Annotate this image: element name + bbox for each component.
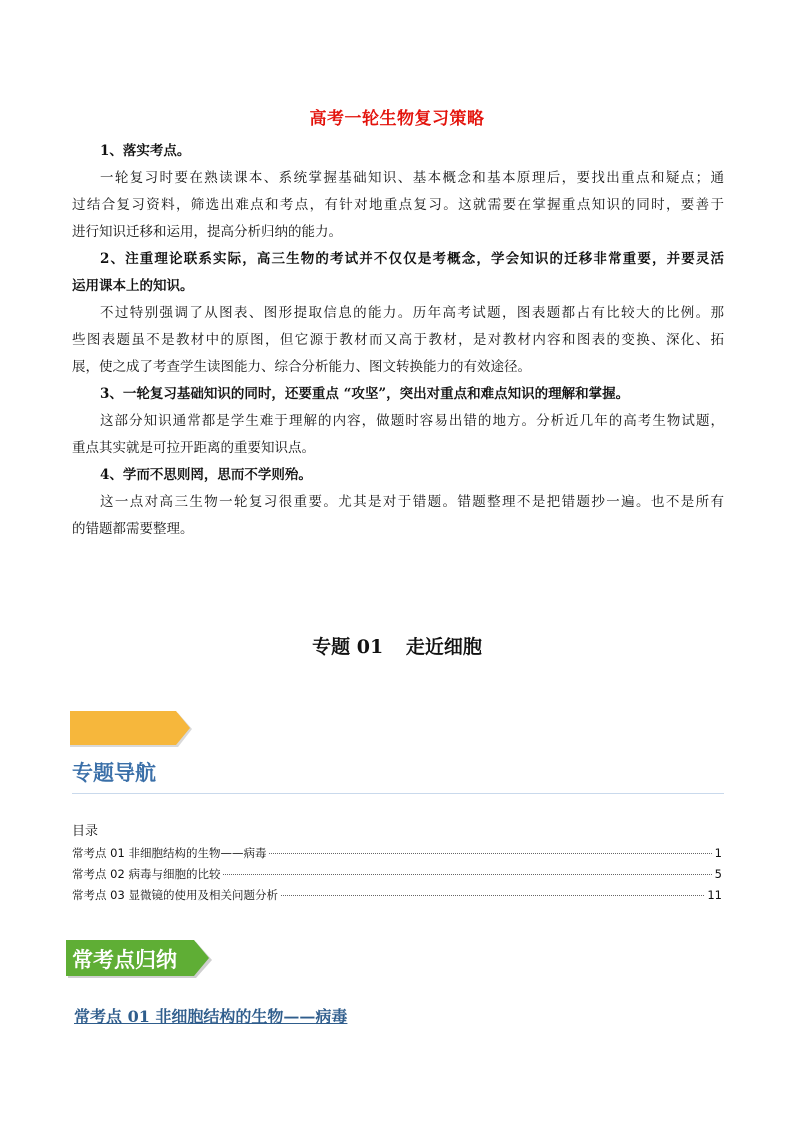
toc-heading: 目录 [72, 824, 99, 839]
toc-item-label: 常考点 01 非细胞结构的生物——病毒 [72, 846, 267, 860]
paragraph-line: 过结合复习资料，筛选出难点和考点，有针对地重点复习。这就需要在掌握重点知识的同时，要善于 [72, 197, 724, 213]
toc-item[interactable] [72, 845, 722, 866]
toc-leader [281, 895, 704, 896]
paragraph-line: 不过特别强调了从图表、图形提取信息的能力。历年高考试题，图表题都占有比较大的比例。那 [100, 305, 724, 321]
point-2-heading-cont: 运用课本上的知识。 [72, 278, 194, 294]
divider [72, 793, 724, 794]
paragraph-line: 进行知识迁移和运用，提高分析归纳的能力。 [72, 224, 342, 240]
nav-title: 专题导航 [72, 761, 156, 785]
point-3-heading: 3、一轮复习基础知识的同时，还要重点 “攻坚”，突出对重点和难点知识的理解和掌握。 [100, 386, 630, 402]
toc-item[interactable] [72, 866, 722, 887]
point-2-heading: 2、注重理论联系实际，高三生物的考试并不仅仅是考概念，学会知识的迁移非常重要，并要灵活 [100, 251, 724, 267]
toc-item-label: 常考点 03 显微镜的使用及相关问题分析 [72, 888, 278, 902]
paragraph-line: 展，使之成了考查学生读图能力、综合分析能力、图文转换能力的有效途径。 [72, 359, 531, 375]
topic-number: 专题 01 [312, 636, 384, 658]
toc-page-number: 5 [714, 867, 722, 881]
page-title: 高考一轮生物复习策略 [309, 109, 485, 129]
nav-banner-shape [70, 711, 194, 751]
paragraph-line: 的错题都需要整理。 [72, 521, 194, 537]
point-4-heading: 4、学而不思则罔，思而不学则殆。 [100, 467, 312, 483]
toc-leader [269, 853, 711, 854]
topic-name: 走近细胞 [405, 636, 482, 658]
paragraph-line: 些图表题虽不是教材中的原图，但它源于教材而又高于教材，是对教材内容和图表的变换、深化、拓 [72, 332, 724, 348]
paragraph-line: 这部分知识通常都是学生难于理解的内容，做题时容易出错的地方。分析近几年的高考生物试题， [100, 413, 724, 429]
paragraph-line: 重点其实就是可拉开距离的重要知识点。 [72, 440, 315, 456]
section-banner-label: 常考点归纳 [72, 948, 177, 972]
paragraph-line: 这一点对高三生物一轮复习很重要。尤其是对于错题。错题整理不是把错题抄一遍。也不是所有 [100, 494, 724, 510]
toc-page-number: 11 [707, 888, 722, 902]
toc-item[interactable] [72, 887, 722, 908]
strategy-body [72, 138, 724, 543]
subsection-heading[interactable]: 常考点 01 非细胞结构的生物——病毒 [74, 1007, 348, 1026]
table-of-contents [72, 845, 722, 908]
toc-leader [223, 874, 711, 875]
point-1-heading: 1、落实考点。 [100, 143, 191, 159]
toc-page-number: 1 [714, 846, 722, 860]
topic-title [0, 632, 794, 659]
paragraph-line: 一轮复习时要在熟读课本、系统掌握基础知识、基本概念和基本原理后，要找出重点和疑点；通 [100, 170, 724, 186]
toc-item-label: 常考点 02 病毒与细胞的比较 [72, 867, 221, 881]
